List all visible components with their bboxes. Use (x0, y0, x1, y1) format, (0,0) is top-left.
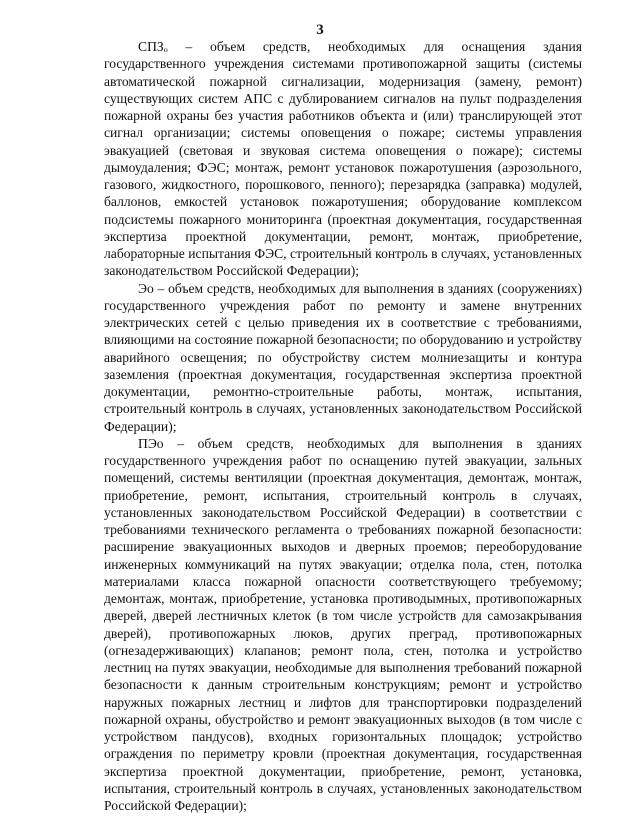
paragraph-eo: Эо – объем средств, необходимых для выполнения в зданиях (сооружениях) государственного учреждения работ по ремонту и замене внутренних электрических сетей с целью приведения их в соответствие с требованиями, влияющими на состояние пожарной безопасности; по оборудованию и устройству аварийного освещения; по обустройству систем молниезащиты и контура заземления (проектная документация, государственная экспертиза проектной документации, ремонтно-строительные работы, монтаж, испытания, строительный контроль в случаях, установленных законодательством Российской Федерации); (104, 280, 582, 434)
page-number: 3 (316, 22, 324, 38)
paragraph-spz: СПЗₒ – объем средств, необходимых для оснащения здания государственного учреждения системами противопожарной защиты (системы автоматической пожарной сигнализации, модернизация (замену, ремонт) существующих систем АПС с дублированием сигналов на пульт подразделения пожарной охраны без участия работников объекта и (или) транслирующей этот сигнал организации; системы оповещения о пожаре; системы управления эвакуацией (световая и звуковая система оповещения о пожаре); системы дымоудаления; ФЭС; монтаж, ремонт установок пожаротушения (аэрозольного, газового, жидкостного, порошкового, пенного); перезарядка (заправка) модулей, баллонов, емкостей установок пожаротушения; оборудование комплексом подсистемы пожарного мониторинга (проектная документация, государственная экспертиза проектной документации, ремонт, монтаж, приобретение, лабораторные испытания ФЭС, строительный контроль в случаях, установленных законодательством Российской Федерации); (104, 39, 582, 279)
document-body (104, 38, 582, 814)
paragraph-peo: ПЭо – объем средств, необходимых для выполнения в зданиях государственного учреждения работ по оснащению путей эвакуации, зальных помещений, системы вентиляции (проектная документация, демонтаж, монтаж, приобретение, ремонт, испытания, строительный контроль в случаях, установленных законодательством Российской Федерации) в соответствии с требованиями технического регламента о требованиях пожарной безопасности: расширение эвакуационных выходов и дверных проемов; переоборудование инженерных коммуникаций на путях эвакуации; отделка пола, стен, потолка материалами класса пожарной опасности соответствующего требуемому; демонтаж, монтаж, приобретение, установка противодымных, противопожарных дверей, дверей лестничных клеток (в том числе устройств для самозакрывания дверей), противопожарных люков, других преград, противопожарных (огнезадерживающих) клапанов; ремонт пола, стен, потолка и устройство лестниц на путях эвакуации, необходимые для выполнения требований пожарной безопасности к данным строительным конструкциям; ремонт и устройство наружных пожарных лестниц и лифтов для транспортировки подразделений пожарной охраны, обустройство и ремонт эвакуационных выходов (в том числе с устройством пандусов), входных горизонтальных площадок; устройство ограждения по периметру кровли (проектная документация, государственная экспертиза проектной документации, приобретение, ремонт, установка, испытания, строительный контроль в случаях, установленных законодательством Российской Федерации); (104, 435, 582, 813)
